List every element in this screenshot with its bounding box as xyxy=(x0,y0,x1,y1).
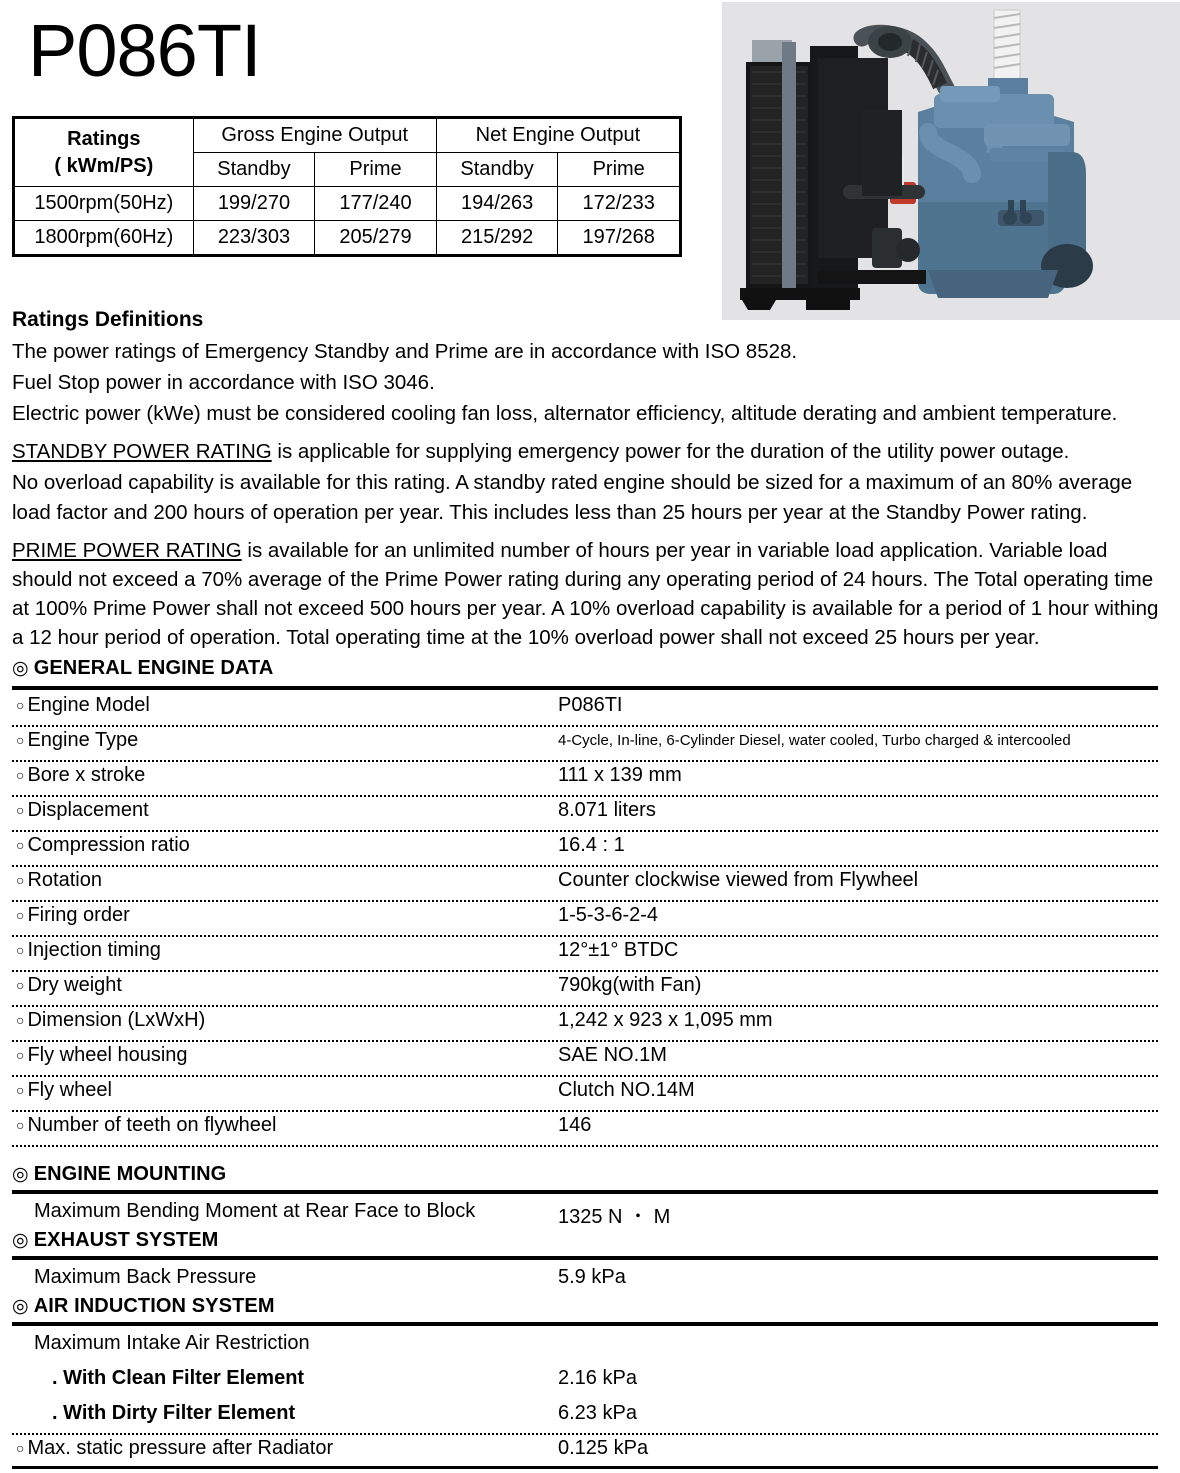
spec-label xyxy=(16,764,145,787)
spec-row-back-pressure xyxy=(12,1262,1158,1297)
spec-value: 5.9 kPa xyxy=(558,1266,626,1288)
spec-label xyxy=(16,729,138,752)
spec-label xyxy=(16,974,122,997)
spec-label xyxy=(16,1114,277,1137)
spec-value: 111 x 139 mm xyxy=(558,764,682,786)
ratings-table xyxy=(12,116,682,257)
spec-row xyxy=(12,830,1158,867)
spec-row xyxy=(12,865,1158,902)
spec-row-dirty-filter xyxy=(12,1398,1158,1435)
prime-rating-paragraph xyxy=(12,536,1170,652)
spec-label-text: Engine Type xyxy=(27,729,139,751)
spec-row-intake-restriction xyxy=(12,1328,1158,1363)
page-title: P086TI xyxy=(28,9,261,92)
spec-label xyxy=(16,1079,112,1102)
spec-value: 16.4 : 1 xyxy=(558,834,625,856)
spec-row xyxy=(12,690,1158,727)
circle-marker-icon: ○ xyxy=(16,837,25,853)
ratings-corner-line2: ( kWm/PS) xyxy=(54,154,154,177)
group-header-net: Net Engine Output xyxy=(436,118,680,153)
spec-row-static-pressure xyxy=(12,1433,1158,1468)
spec-label: Maximum Back Pressure xyxy=(34,1266,257,1288)
standby-rating-paragraph xyxy=(12,437,1170,466)
cell-60hz-gross-prime: 205/279 xyxy=(315,221,437,256)
subheader-gross-prime: Prime xyxy=(315,153,437,187)
double-circle-icon: ◎ xyxy=(12,658,29,679)
definitions-heading: Ratings Definitions xyxy=(12,308,204,331)
section-header-general-engine-data xyxy=(12,657,273,680)
section-header-exhaust-system xyxy=(12,1229,218,1252)
spec-value: 8.071 liters xyxy=(558,799,656,821)
spec-label: . With Dirty Filter Element xyxy=(52,1402,296,1424)
spec-value: 1,242 x 923 x 1,095 mm xyxy=(558,1009,773,1031)
circle-marker-icon: ○ xyxy=(16,1012,25,1028)
spec-value: 790kg(with Fan) xyxy=(558,974,702,996)
spec-label-text: Bore x stroke xyxy=(27,764,146,786)
spec-value: 6.23 kPa xyxy=(558,1402,637,1424)
section-rule-bottom xyxy=(12,1466,1158,1469)
circle-marker-icon: ○ xyxy=(16,697,25,713)
cell-60hz-net-prime: 197/268 xyxy=(558,221,681,256)
cell-50hz-net-standby: 194/263 xyxy=(436,187,558,221)
double-circle-icon: ◎ xyxy=(12,1230,29,1251)
section-header-engine-mounting xyxy=(12,1163,226,1186)
spec-label-text: Dimension (LxWxH) xyxy=(27,1009,206,1031)
prime-rating-term: PRIME POWER RATING xyxy=(12,538,242,562)
spec-value: 4-Cycle, In-line, 6-Cylinder Diesel, water cooled, Turbo charged & intercooled xyxy=(558,732,1071,749)
ratings-corner-line1: Ratings xyxy=(67,127,141,150)
circle-marker-icon: ○ xyxy=(16,1082,25,1098)
spec-label: Maximum Bending Moment at Rear Face to Block xyxy=(34,1200,476,1222)
subheader-net-standby: Standby xyxy=(436,153,558,187)
spec-row xyxy=(12,1005,1158,1042)
spec-row xyxy=(12,1075,1158,1112)
group-header-gross: Gross Engine Output xyxy=(193,118,436,153)
circle-marker-icon: ○ xyxy=(16,1117,25,1133)
spec-label xyxy=(16,939,161,962)
definitions-line2: Fuel Stop power in accordance with ISO 3046. xyxy=(12,371,435,395)
spec-value: 12°±1° BTDC xyxy=(558,939,679,961)
spec-label-text: Rotation xyxy=(27,869,102,891)
section-title-general: GENERAL ENGINE DATA xyxy=(33,657,274,679)
circle-marker-icon: ○ xyxy=(16,802,25,818)
section-rule-mounting xyxy=(12,1190,1158,1194)
spec-label-text: Displacement xyxy=(27,799,149,821)
spec-row-bending-moment xyxy=(12,1196,1158,1231)
spec-label: . With Clean Filter Element xyxy=(52,1367,305,1389)
spec-row xyxy=(12,725,1158,762)
spec-label xyxy=(16,834,190,857)
circle-marker-icon: ○ xyxy=(16,1047,25,1063)
section-title-mounting: ENGINE MOUNTING xyxy=(33,1163,227,1185)
spec-label xyxy=(16,1437,333,1460)
double-circle-icon: ◎ xyxy=(12,1296,29,1317)
cell-50hz-gross-standby: 199/270 xyxy=(193,187,315,221)
spec-label xyxy=(16,694,150,717)
spec-value: P086TI xyxy=(558,694,623,716)
spec-row xyxy=(12,970,1158,1007)
spec-label: Maximum Intake Air Restriction xyxy=(34,1332,310,1354)
spec-value: Counter clockwise viewed from Flywheel xyxy=(558,869,919,891)
cell-50hz-gross-prime: 177/240 xyxy=(315,187,437,221)
spec-label-text: Engine Model xyxy=(27,694,150,716)
spec-label-text: Compression ratio xyxy=(27,834,190,856)
circle-marker-icon: ○ xyxy=(16,942,25,958)
spec-value: SAE NO.1M xyxy=(558,1044,667,1066)
spec-label-text: Firing order xyxy=(27,904,130,926)
spec-row xyxy=(12,760,1158,797)
spec-label-text: Fly wheel xyxy=(27,1079,112,1101)
table-row xyxy=(14,187,681,221)
standby-rating-continuation: No overload capability is available for this rating. A standby rated engine should be sized for a maximum of an 80% average load factor and 200 hours of operation per year. This includes less than 25 hours per year at the Standby Power rating. xyxy=(12,471,1133,524)
ratings-definitions xyxy=(12,308,1170,654)
circle-marker-icon: ○ xyxy=(16,1440,25,1456)
table-row xyxy=(14,221,681,256)
row-speed-50hz: 1500rpm(50Hz) xyxy=(14,187,194,221)
circle-marker-icon: ○ xyxy=(16,907,25,923)
circle-marker-icon: ○ xyxy=(16,977,25,993)
section-rule-exhaust xyxy=(12,1256,1158,1260)
definitions-line3: Electric power (kWe) must be considered cooling fan loss, alternator efficiency, altitude derating and ambient temperature. xyxy=(12,402,1118,426)
spec-label-text: Number of teeth on flywheel xyxy=(27,1114,277,1136)
spec-value: 2.16 kPa xyxy=(558,1367,637,1389)
spec-label-text: Injection timing xyxy=(27,939,161,961)
spec-row-clean-filter xyxy=(12,1363,1158,1398)
spec-value: Clutch NO.14M xyxy=(558,1079,695,1101)
circle-marker-icon: ○ xyxy=(16,767,25,783)
spec-label xyxy=(16,904,130,927)
spec-label xyxy=(16,869,102,892)
spec-row xyxy=(12,935,1158,972)
engine-illustration xyxy=(722,2,1180,320)
circle-marker-icon: ○ xyxy=(16,732,25,748)
circle-marker-icon: ○ xyxy=(16,872,25,888)
spec-label xyxy=(16,1009,205,1032)
spec-value: 146 xyxy=(558,1114,592,1136)
subheader-net-prime: Prime xyxy=(558,153,681,187)
spec-label-text: Dry weight xyxy=(27,974,122,996)
spec-row xyxy=(12,1110,1158,1147)
spec-value: 1-5-3-6-2-4 xyxy=(558,904,659,926)
section-header-air-induction-system xyxy=(12,1295,275,1318)
cell-60hz-net-standby: 215/292 xyxy=(436,221,558,256)
row-speed-60hz: 1800rpm(60Hz) xyxy=(14,221,194,256)
spec-row xyxy=(12,900,1158,937)
table-row-header-top xyxy=(14,118,681,153)
cell-50hz-net-prime: 172/233 xyxy=(558,187,681,221)
spec-row xyxy=(12,1040,1158,1077)
spec-label-text: Fly wheel housing xyxy=(27,1044,188,1066)
spec-value: 0.125 kPa xyxy=(558,1437,649,1459)
spec-value: 1325 N ・ M xyxy=(558,1206,671,1228)
double-circle-icon: ◎ xyxy=(12,1164,29,1185)
engine-photo xyxy=(722,2,1180,320)
standby-rating-term: STANDBY POWER RATING xyxy=(12,440,272,464)
section-rule-air-induction xyxy=(12,1322,1158,1326)
section-title-exhaust: EXHAUST SYSTEM xyxy=(33,1229,219,1251)
spec-row xyxy=(12,795,1158,832)
subheader-gross-standby: Standby xyxy=(193,153,315,187)
prime-rating-text: is available for an unlimited number of hours per year in variable load application. Variable load should not exceed a 70% average of the Prime Power rating during any operating period of 24 hours. The Total operating time at 100% Prime Power shall not exceed 500 hours per year. A 10% overload capability is available for a period of 1 hour withing a 12 hour period of operation. Total operating time at the 10% overload power shall not exceed 25 hours per year. xyxy=(12,538,1159,649)
section-title-air-induction: AIR INDUCTION SYSTEM xyxy=(33,1295,275,1317)
spec-label xyxy=(16,1044,188,1067)
standby-rating-text: is applicable for supplying emergency power for the duration of the utility power outage. xyxy=(271,440,1070,464)
definitions-line1: The power ratings of Emergency Standby and Prime are in accordance with ISO 8528. xyxy=(12,340,798,363)
cell-60hz-gross-standby: 223/303 xyxy=(193,221,315,256)
spec-label xyxy=(16,799,149,822)
ratings-corner-cell xyxy=(14,118,194,187)
spec-label-text: Max. static pressure after Radiator xyxy=(27,1437,334,1459)
